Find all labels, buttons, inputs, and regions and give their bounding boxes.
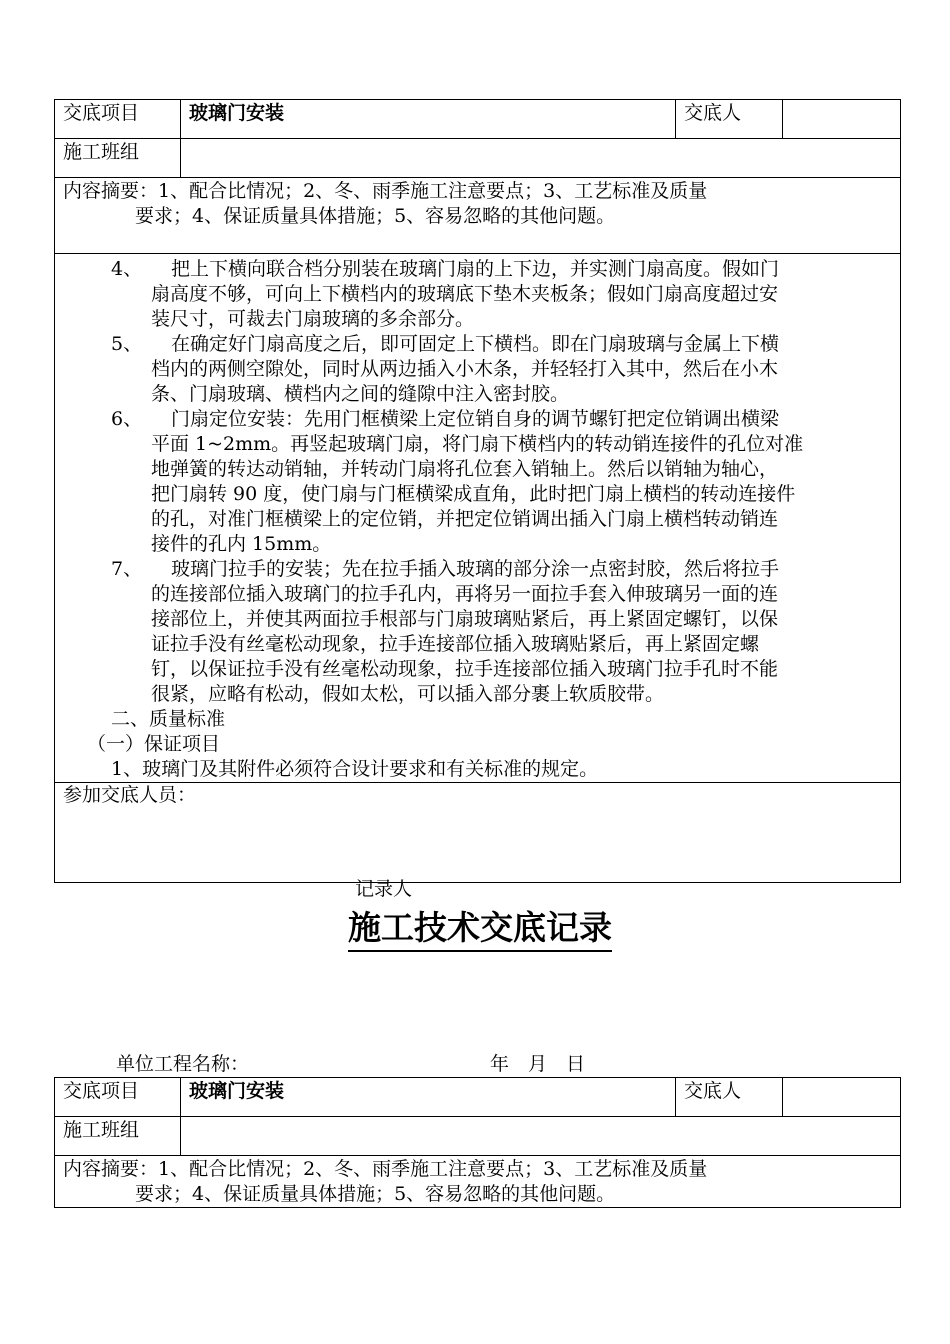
team-value bbox=[181, 139, 901, 178]
step-text-line: 扇高度不够，可向上下横档内的玻璃底下垫木夹板条；假如门扇高度超过安 bbox=[151, 283, 779, 305]
step-item bbox=[63, 407, 892, 557]
team-value bbox=[181, 1117, 901, 1156]
label-item: 交底项目 bbox=[55, 100, 181, 139]
step-text-line: 很紧，应略有松动，假如太松，可以插入部分裹上软质胶带。 bbox=[151, 683, 665, 705]
step-text bbox=[151, 257, 892, 332]
label-item: 交底项目 bbox=[55, 1078, 181, 1117]
summary-line-2: 要求；4、保证质量具体措施；5、容易忽略的其他问题。 bbox=[135, 205, 616, 227]
page-title: 施工技术交底记录 bbox=[348, 908, 612, 952]
item-value: 玻璃门安装 bbox=[181, 100, 676, 139]
handover-table-2 bbox=[54, 1077, 901, 1208]
step-text-line: 装尺寸，可裁去门扇玻璃的多余部分。 bbox=[151, 308, 475, 330]
step-text bbox=[151, 407, 892, 557]
step-text-line: 把门扇转 90 度，使门扇与门框横梁成直角，此时把门扇上横档的转动连接件 bbox=[151, 483, 796, 505]
step-list bbox=[63, 257, 892, 707]
step-text-line: 条、门扇玻璃、横档内之间的缝隙中注入密封胶。 bbox=[151, 383, 570, 405]
subsection-guarantee-heading: （一）保证项目 bbox=[87, 733, 221, 755]
section-quality-heading: 二、质量标准 bbox=[111, 708, 226, 730]
step-number: 6、 bbox=[111, 408, 143, 430]
label-person: 交底人 bbox=[676, 1078, 783, 1117]
step-text-line: 门扇定位安装：先用门框横梁上定位销自身的调节螺钉把定位销调出横梁 bbox=[171, 408, 780, 430]
step-item bbox=[63, 332, 892, 407]
step-text-line: 在确定好门扇高度之后，即可固定上下横档。即在门扇玻璃与金属上下横 bbox=[171, 333, 780, 355]
guarantee-item-1: 1、玻璃门及其附件必须符合设计要求和有关标准的规定。 bbox=[111, 758, 599, 780]
date-label: 年 月 日 bbox=[490, 1053, 586, 1075]
label-person: 交底人 bbox=[676, 100, 783, 139]
handover-table-1 bbox=[54, 99, 901, 883]
summary-line-1: 内容摘要：1、配合比情况；2、冬、雨季施工注意要点；3、工艺标准及质量 bbox=[63, 180, 708, 202]
step-text bbox=[151, 557, 892, 707]
step-text-line: 证拉手没有丝毫松动现象，拉手连接部位插入玻璃贴紧后，再上紧固定螺 bbox=[151, 633, 760, 655]
label-team: 施工班组 bbox=[55, 1117, 181, 1156]
step-text-line: 的孔，对准门框横梁上的定位销，并把定位销调出插入门扇上横档转动销连 bbox=[151, 508, 779, 530]
step-number: 7、 bbox=[111, 558, 143, 580]
participants-label: 参加交底人员： bbox=[63, 784, 197, 806]
label-team: 施工班组 bbox=[55, 139, 181, 178]
step-text-line: 接件的孔内 15mm。 bbox=[151, 533, 332, 555]
item-value: 玻璃门安装 bbox=[181, 1078, 676, 1117]
participants-cell bbox=[55, 783, 901, 883]
step-text-line: 钉，以保证拉手没有丝毫松动现象，拉手连接部位插入玻璃门拉手孔时不能 bbox=[151, 658, 779, 680]
step-text bbox=[151, 332, 892, 407]
step-text-line: 把上下横向联合档分别装在玻璃门扇的上下边，并实测门扇高度。假如门 bbox=[171, 258, 780, 280]
step-text-line: 接部位上，并使其两面拉手根部与门扇玻璃贴紧后，再上紧固定螺钉，以保 bbox=[151, 608, 779, 630]
step-number: 5、 bbox=[111, 333, 143, 355]
recorder-label: 记录人 bbox=[355, 878, 413, 900]
step-item bbox=[63, 257, 892, 332]
person-value bbox=[783, 1078, 901, 1117]
step-text-line: 平面 1~2mm。再竖起玻璃门扇，将门扇下横档内的转动销连接件的孔位对准 bbox=[151, 433, 804, 455]
content-summary bbox=[55, 178, 901, 254]
step-text-line: 地弹簧的转达动销轴，并转动门扇将孔位套入销轴上。然后以销轴为轴心， bbox=[151, 458, 779, 480]
step-item bbox=[63, 557, 892, 707]
unit-project-name-label: 单位工程名称： bbox=[116, 1053, 250, 1075]
step-number: 4、 bbox=[111, 258, 143, 280]
summary-line-1: 内容摘要：1、配合比情况；2、冬、雨季施工注意要点；3、工艺标准及质量 bbox=[63, 1158, 708, 1180]
step-text-line: 玻璃门拉手的安装；先在拉手插入玻璃的部分涂一点密封胶，然后将拉手 bbox=[171, 558, 780, 580]
content-body bbox=[55, 254, 901, 783]
summary-line-2: 要求；4、保证质量具体措施；5、容易忽略的其他问题。 bbox=[135, 1183, 616, 1205]
person-value bbox=[783, 100, 901, 139]
step-text-line: 的连接部位插入玻璃门的拉手孔内，再将另一面拉手套入伸玻璃另一面的连 bbox=[151, 583, 779, 605]
step-text-line: 档内的两侧空隙处，同时从两边插入小木条，并轻轻打入其中，然后在小木 bbox=[151, 358, 779, 380]
content-summary bbox=[55, 1156, 901, 1208]
